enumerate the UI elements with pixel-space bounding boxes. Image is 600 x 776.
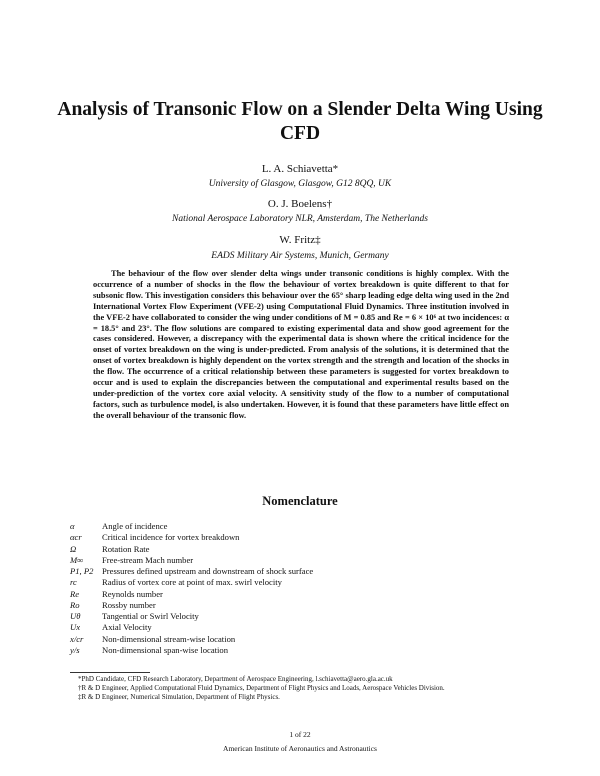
nomenclature-definition: Radius of vortex core at point of max. swirl velocity	[102, 577, 282, 588]
nomenclature-row	[70, 634, 540, 645]
nomenclature-definition: Critical incidence for vortex breakdown	[102, 532, 240, 543]
nomenclature-definition: Pressures defined upstream and downstream of shock surface	[102, 566, 314, 576]
footnote-3: ‡R & D Engineer, Numerical Simulation, Department of Flight Physics.	[78, 692, 280, 701]
nomenclature-symbol: y/s	[70, 644, 80, 655]
nomenclature-row	[70, 577, 540, 588]
footnote-1: *PhD Candidate, CFD Research Laboratory, Department of Aerospace Engineering, l.schiavetta@aero.gla.ac.uk	[78, 675, 393, 683]
nomenclature-definition: Rotation Rate	[102, 543, 150, 554]
author-1-affiliation: University of Glasgow, Glasgow, G12 8QQ, UK	[208, 179, 392, 189]
nomenclature-list	[70, 521, 540, 656]
nomenclature-symbol: x/cr	[70, 633, 84, 644]
nomenclature-symbol: M∞	[70, 554, 84, 565]
nomenclature-symbol: α	[70, 521, 75, 531]
author-2-name: O. J. Boelens†	[267, 198, 333, 210]
nomenclature-row	[70, 532, 540, 543]
nomenclature-row	[70, 645, 540, 656]
footnotes	[70, 675, 532, 701]
nomenclature-heading: Nomenclature	[262, 494, 338, 508]
nomenclature-definition: Non-dimensional stream-wise location	[102, 633, 236, 644]
nomenclature-definition: Free-stream Mach number	[102, 554, 194, 565]
organization-footer: American Institute of Aeronautics and Astronautics	[223, 744, 377, 753]
nomenclature-row	[70, 589, 540, 600]
nomenclature-symbol: αcr	[70, 532, 82, 543]
nomenclature-symbol: P1, P2	[70, 566, 94, 576]
paper-title: Analysis of Transonic Flow on a Slender Delta Wing Using CFD	[57, 99, 543, 144]
nomenclature-row	[70, 622, 540, 633]
nomenclature-row	[70, 521, 540, 532]
nomenclature-symbol: Ux	[70, 622, 81, 633]
author-1-name: L. A. Schiavetta*	[261, 163, 339, 175]
abstract: The behaviour of the flow over slender delta wings under transonic conditions is highly complex. With the occurrence of a number of shocks in the flow the behaviour of vortex breakdown is quite different to that for subsonic flow. This investigation considers this behaviour over the 65° sharp leading edge delta wing used in the 2nd International Vortex Flow Experiment (VFE-2) using Computational Fluid Dynamics. Three institution involved in the VFE-2 have collaborated to consider the wing under conditions of M = 0.85 and Re = 6 × 10⁶ at two incidences: α = 18.5° and 23°. The flow solutions are compared to existing experimental data and show good agreement for the cases considered. However, a discrepancy with the experimental data is shown where the critical incidence for the onset of vortex breakdown on the wing is under-predicted. From analysis of the solutions, it is determined that the onset of vortex breakdown is highly dependent on the vortex strength and the strength and location of the shocks in the flow. The occurrence of a critical relationship between these parameters is suggested for vortex breakdown to occur and is used to explain the discrepancies between the computational and experimental results based on the under-prediction of the vortex core axial velocity. A sensitivity study of the flow to a number of computational factors, such as turbulence model, is also undertaken. However, it is found that these parameters have little effect on the overall behaviour of the transonic flow.	[93, 269, 509, 420]
nomenclature-definition: Angle of incidence	[102, 521, 168, 531]
nomenclature-row	[70, 544, 540, 555]
nomenclature-row	[70, 600, 540, 611]
nomenclature-definition: Tangential or Swirl Velocity	[102, 611, 199, 621]
author-2-affiliation: National Aerospace Laboratory NLR, Amsterdam, The Netherlands	[172, 214, 428, 224]
nomenclature-definition: Axial Velocity	[102, 622, 152, 633]
footnote-2: †R & D Engineer, Applied Computational Fluid Dynamics, Department of Flight Physics and Loads, Aerospace Vehicles Division.	[78, 683, 445, 692]
nomenclature-symbol: rc	[70, 577, 77, 588]
nomenclature-symbol: Re	[70, 588, 80, 599]
nomenclature-row	[70, 555, 540, 566]
footnote-divider	[70, 672, 150, 673]
nomenclature-symbol: Ro	[70, 599, 80, 610]
nomenclature-symbol: Uθ	[70, 611, 81, 621]
nomenclature-symbol: Ω	[70, 543, 77, 554]
nomenclature-definition: Reynolds number	[102, 588, 163, 599]
author-3-name: W. Fritz‡	[279, 234, 321, 246]
nomenclature-row	[70, 566, 540, 577]
nomenclature-row	[70, 611, 540, 622]
page-number: 1 of 22	[289, 730, 311, 739]
nomenclature-definition: Non-dimensional span-wise location	[102, 644, 229, 655]
author-3-affiliation: EADS Military Air Systems, Munich, Germany	[211, 251, 389, 261]
nomenclature-definition: Rossby number	[102, 599, 156, 610]
